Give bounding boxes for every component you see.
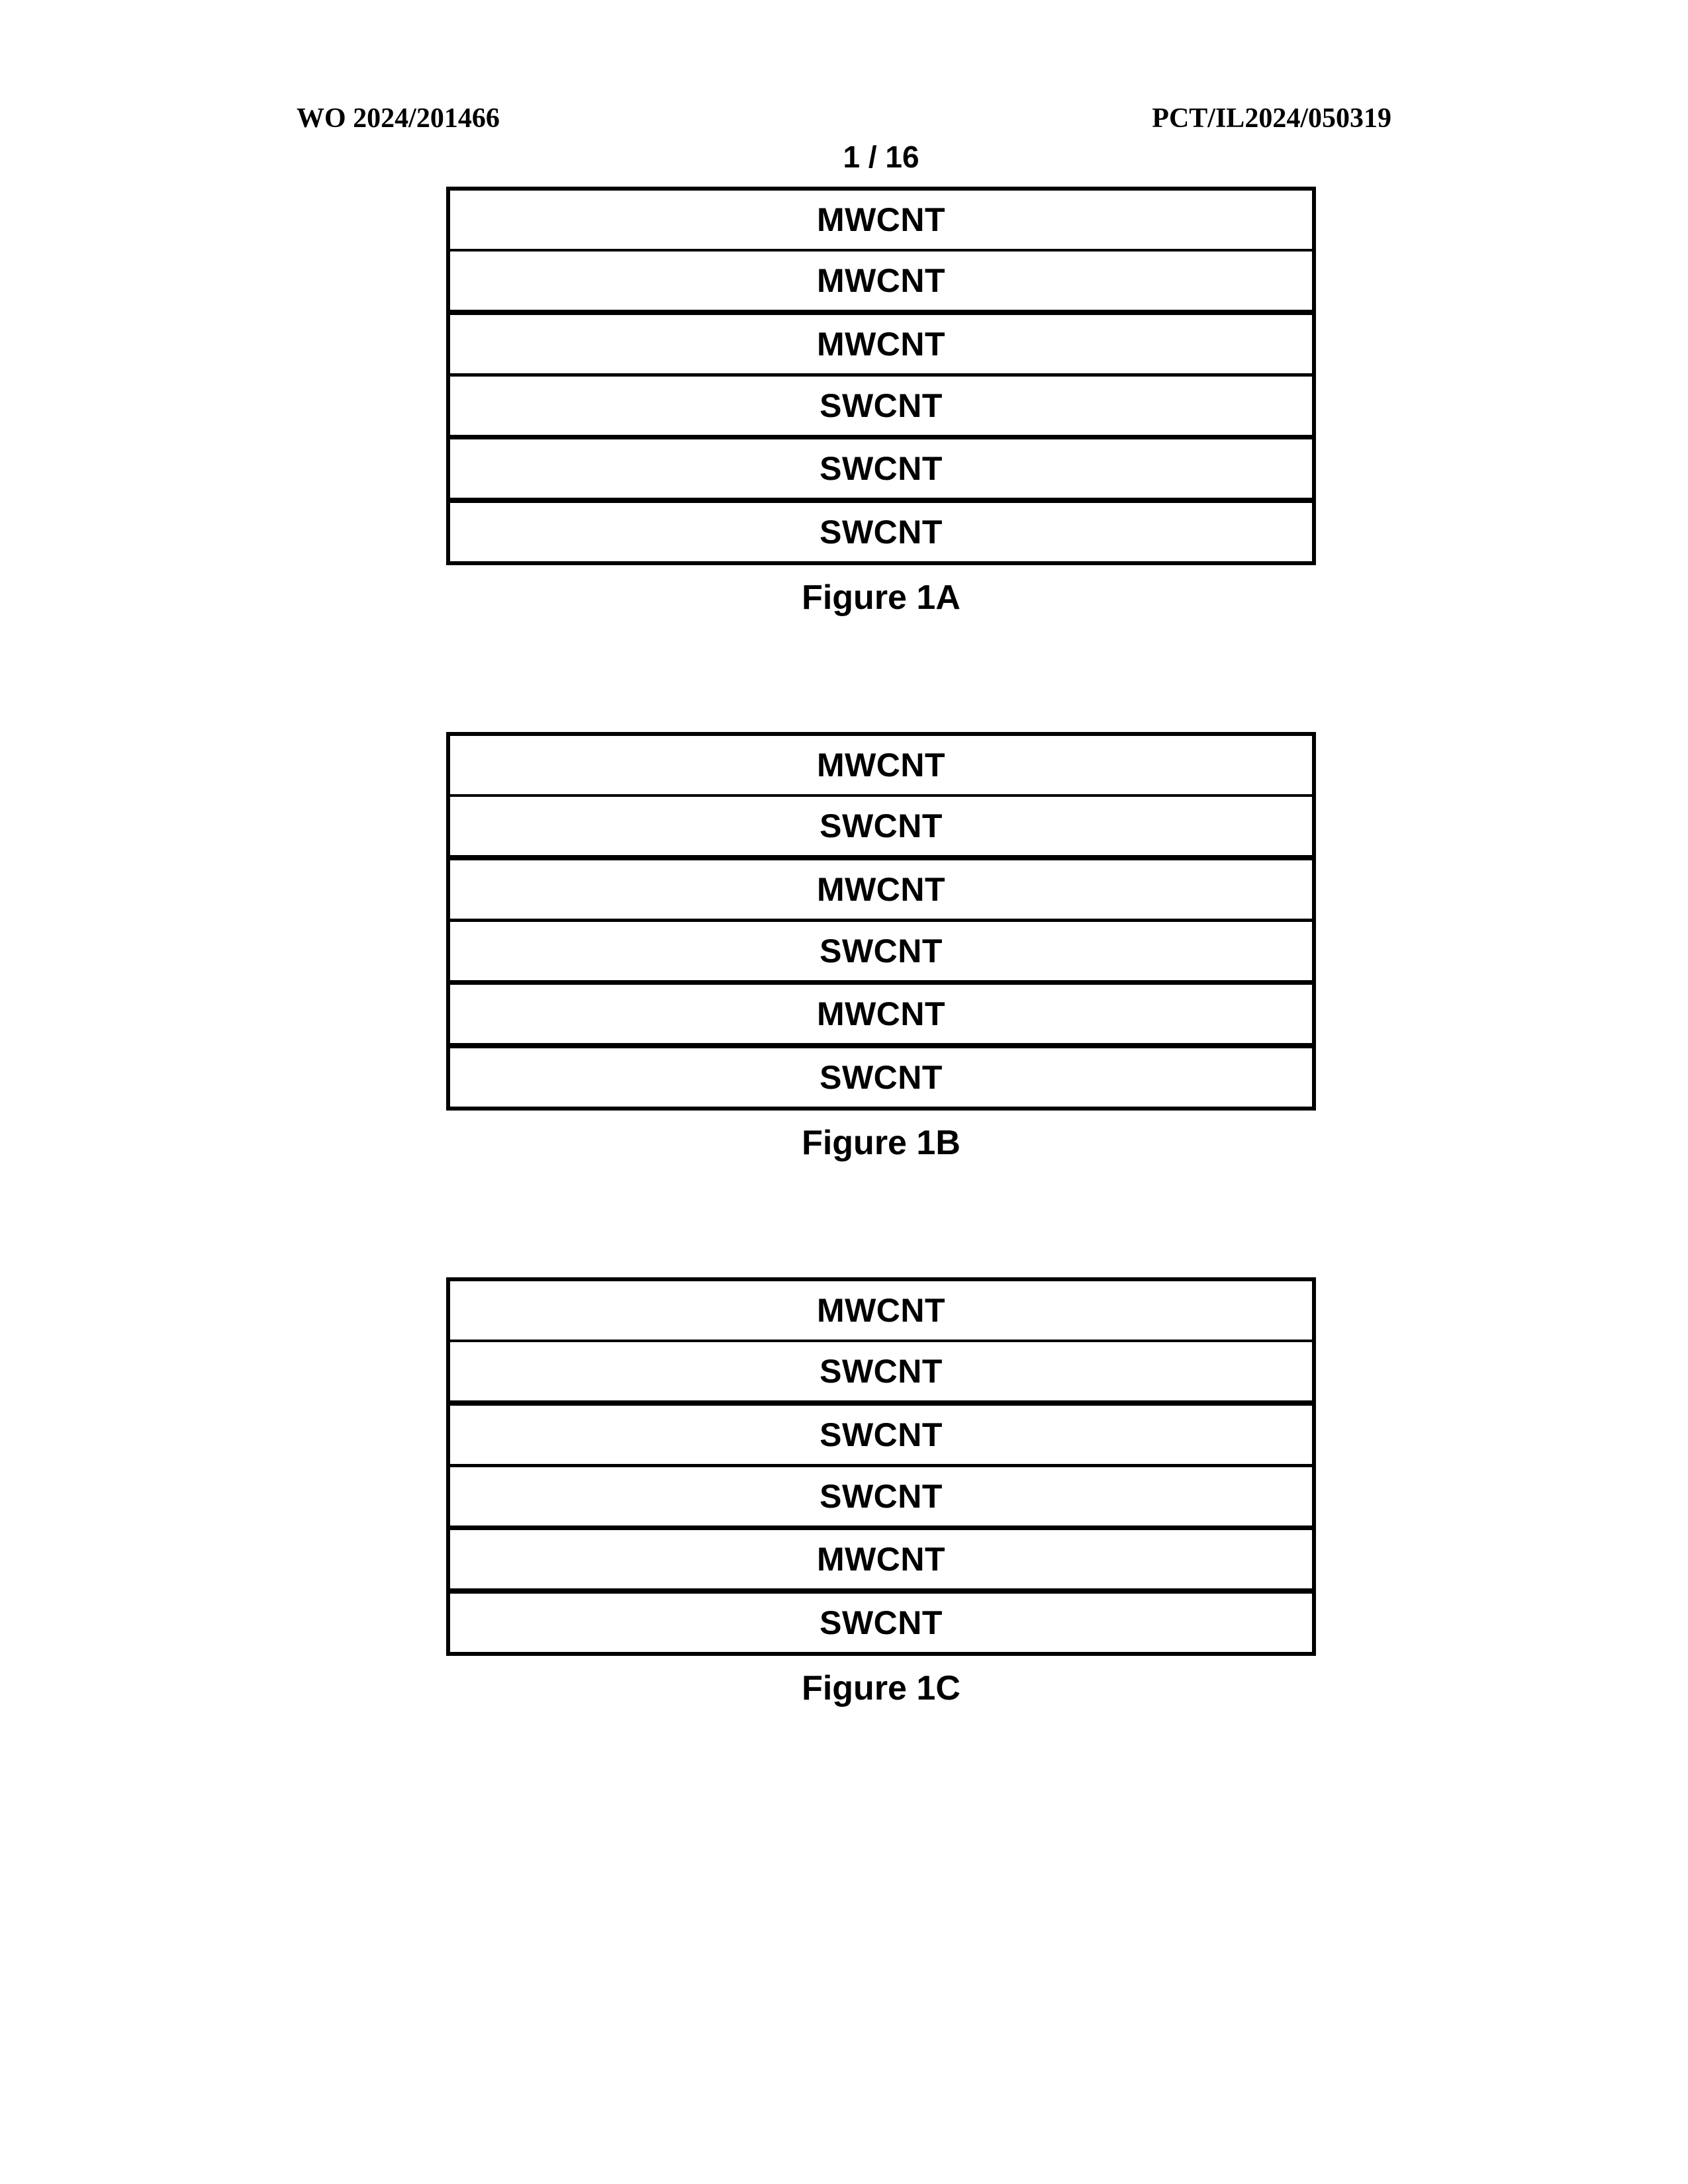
figure-1c-caption: Figure 1C (802, 1669, 961, 1707)
layer-row: SWCNT (450, 1400, 1312, 1464)
layer-row: SWCNT (450, 373, 1312, 435)
figure-1c-layer-stack (446, 1277, 1316, 1656)
layer-row: MWCNT (450, 249, 1312, 310)
layer-row: SWCNT (450, 794, 1312, 855)
layer-row: SWCNT (450, 1340, 1312, 1400)
layer-row: SWCNT (450, 498, 1312, 561)
layer-row: SWCNT (450, 435, 1312, 498)
layer-row: MWCNT (816, 201, 946, 238)
layer-row: SWCNT (450, 1043, 1312, 1107)
figure-1a-layer-stack (446, 187, 1316, 565)
layer-row: MWCNT (450, 980, 1312, 1043)
layer-row: MWCNT (450, 310, 1312, 373)
layer-row: MWCNT (450, 1525, 1312, 1588)
application-number: PCT/IL2024/050319 (1152, 103, 1391, 134)
layer-row: MWCNT (816, 747, 946, 784)
layer-row: MWCNT (450, 855, 1312, 919)
figure-1a-caption: Figure 1A (802, 578, 961, 617)
layer-row: SWCNT (450, 1464, 1312, 1525)
layer-row: SWCNT (450, 1588, 1312, 1652)
layer-row: SWCNT (450, 919, 1312, 980)
sheet-number: 1 / 16 (843, 140, 919, 174)
layer-row: MWCNT (816, 1292, 946, 1329)
publication-number: WO 2024/201466 (297, 103, 500, 134)
figure-1b-caption: Figure 1B (802, 1124, 961, 1162)
figure-1b-layer-stack (446, 732, 1316, 1111)
